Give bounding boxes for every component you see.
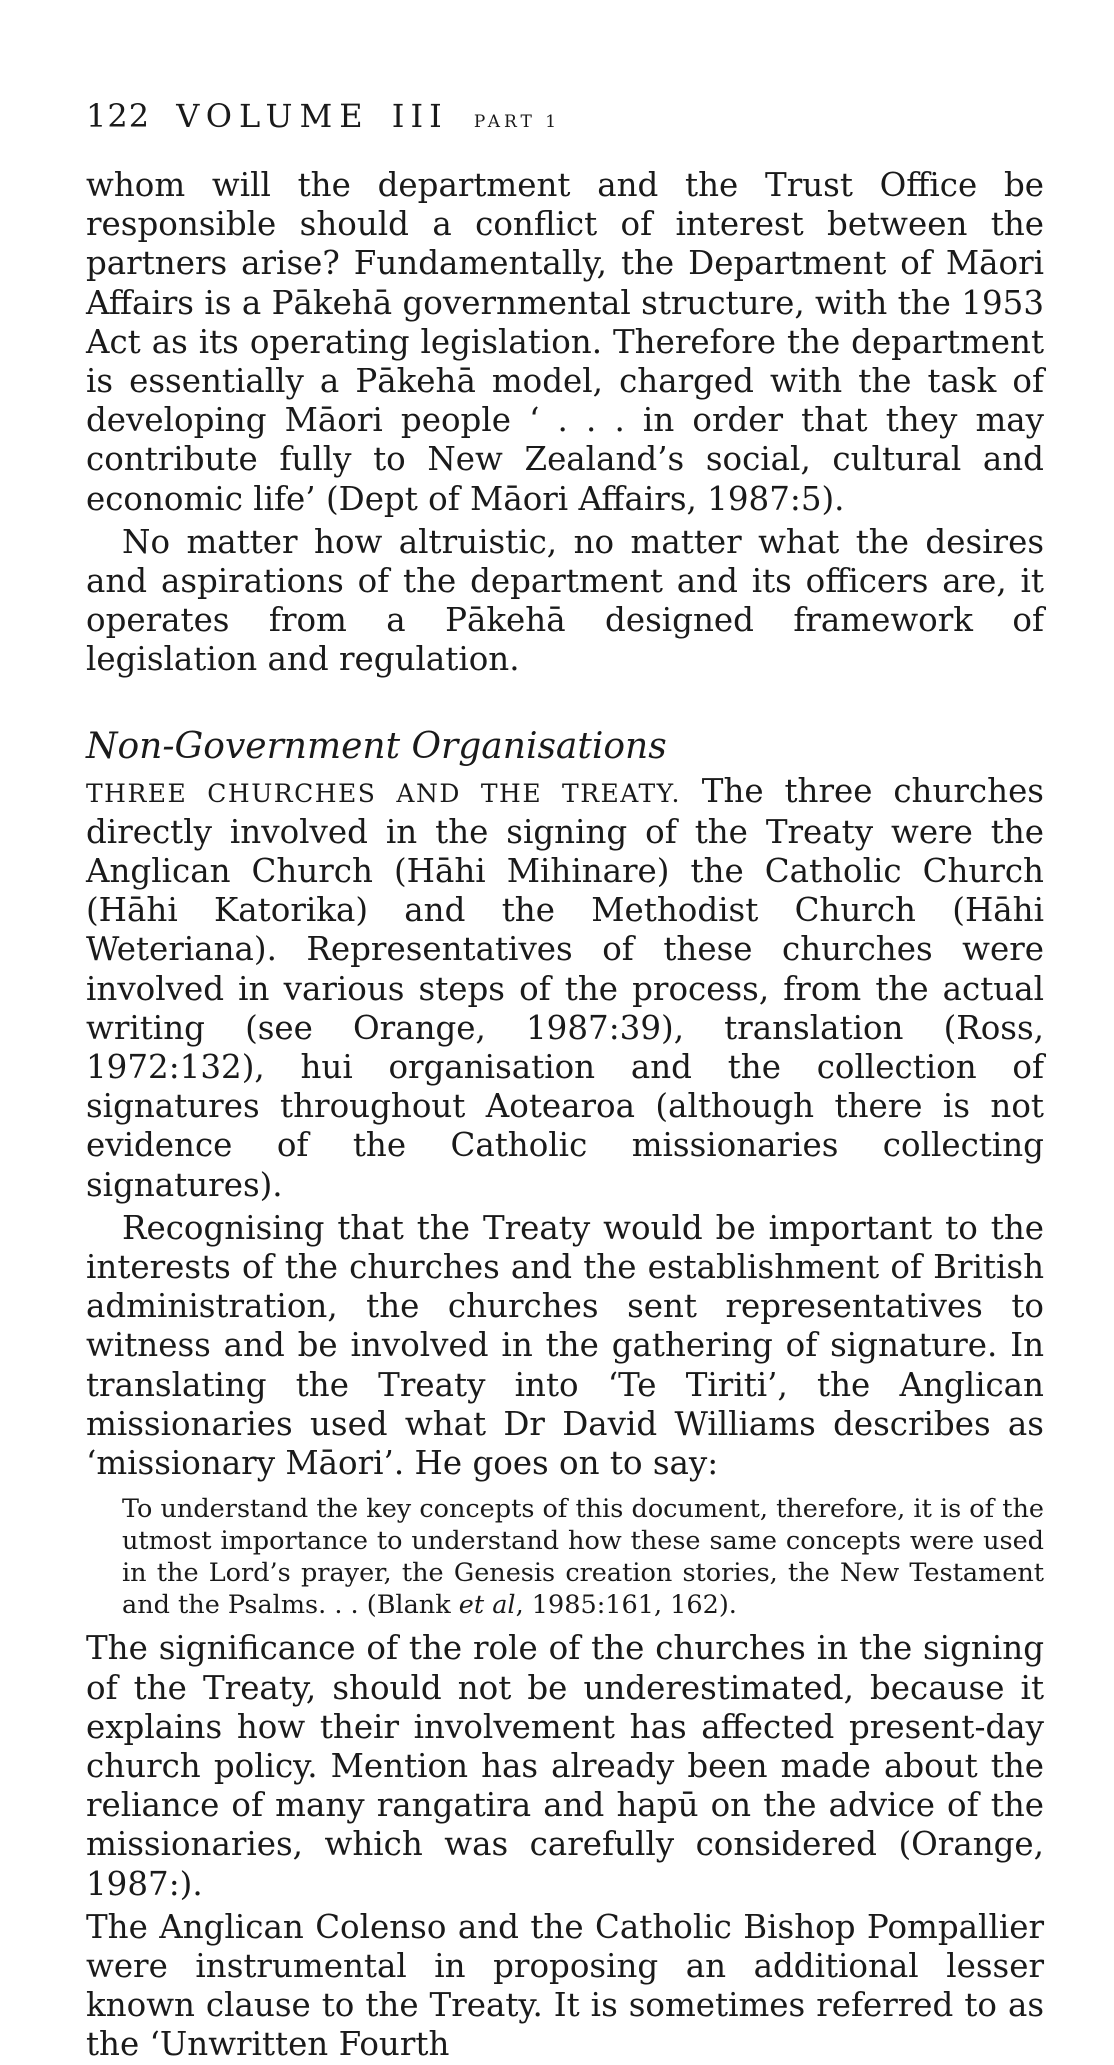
volume-label: VOLUME (176, 97, 370, 135)
section-first-paragraph-text: The three churches directly involved in the signing of the Treaty were the Anglican Church (Hāhi Mihinare) the Catholic Church (Hāhi Katorika) and the Methodist Church (Hāhi Weteriana). Representatives of these churches were involved in various steps of the process, from the actual writing (see Orange, 1987:39), translation (Ross, 1972:132), hui organisation and the collection of signatures throughout Aotearoa (although there is not evidence of the Catholic missionaries collecting signatures). (86, 771, 1044, 1204)
paragraph-continued: whom will the department and the Trust Office be responsible should a conflict of interest between the partners arise? Fundamentally, the Department of Māori Affairs is a Pākehā governmental structure, with the 1953 Act as its operating legislation. Therefore the department is essentially a Pākehā model, charged with the task of developing Māori people ‘ . . . in order that they may contribute fully to New Zealand’s social, cultural and economic life’ (Dept of Māori Affairs, 1987:5). (86, 166, 1044, 518)
quote-text: To understand the key concepts of this document, therefore, it is of the utmost importance to understand how these same concepts were used in the Lord’s prayer, the Genesis creation stories, the New Testament and the Psalms. . . (Blank (122, 1494, 1044, 1621)
running-head (86, 92, 1044, 146)
book-page (86, 92, 1044, 2065)
section-first-paragraph (86, 772, 1044, 1205)
quote-citation-tail: , 1985:161, 162). (515, 1590, 737, 1621)
volume-number: III (391, 97, 448, 135)
paragraph: The significance of the role of the churches in the signing of the Treaty, should not be underestimated, because it explains how their involvement has affected present-day church policy. Mention has already been made about the reliance of many rangatira and hapū on the advice of the missionaries, which was carefully considered (Orange, 1987:). (86, 1629, 1044, 1903)
block-quote (122, 1493, 1044, 1621)
part-label: PART 1 (473, 112, 561, 132)
paragraph: Recognising that the Treaty would be important to the interests of the churches and the establishment of British administration, the churches sent representatives to witness and be involved in the gathering of signature. In translating the Treaty into ‘Te Tiriti’, the Anglican missionaries used what Dr David Williams describes as ‘missionary Māori’. He goes on to say: (86, 1208, 1044, 1483)
quote-italic: et al (458, 1590, 516, 1621)
section-heading: Non-Government Organisations (86, 725, 667, 767)
section-lead-in: THREE CHURCHES AND THE TREATY. (86, 778, 681, 808)
paragraph: The Anglican Colenso and the Catholic Bishop Pompallier were instrumental in proposing an additional lesser known clause to the Treaty. It is sometimes referred to as the ‘Unwritten Fourth (86, 1907, 1044, 2064)
page-number: 122 (86, 97, 151, 135)
paragraph: No matter how altruistic, no matter what the desires and aspirations of the department and its officers are, it operates from a Pākehā designed framework of legislation and regulation. (86, 522, 1044, 679)
